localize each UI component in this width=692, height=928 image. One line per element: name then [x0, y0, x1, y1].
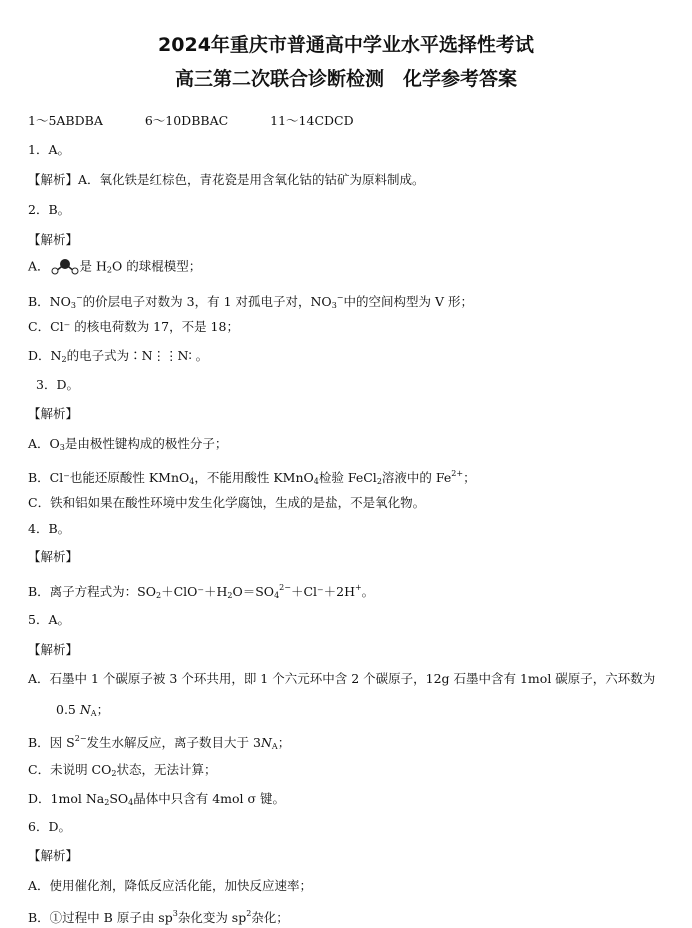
q6-option-b: B．①过程中 B 原子由 $sp^3$杂化变为 $sp^2$杂化； [28, 909, 289, 925]
q6-answer: 6．D。 [28, 819, 71, 834]
q4-option-b: B．离子方程式为：$SO_2+ClO^-+H_2O=SO_4^{2-}+Cl^-+2H^+$。 [28, 583, 375, 600]
q2-option-b: B．$NO_3^-$的价层电子对数为 3，有 1 对孤电子对，$NO_3^-$中的空间构型为 V 形； [28, 293, 473, 310]
answer-key [28, 113, 354, 129]
q2-answer: 2．B。 [28, 202, 71, 217]
q4-answer: 4．B。 [28, 521, 71, 536]
q3-explanation-label: 【解析】 [28, 406, 79, 421]
q3-option-b: B．Cl⁻也能还原酸性 KMnO$_4$，不能用酸性 KMnO$_4$检验 FeCl$_2$溶液中的 $Fe^{2+}$； [28, 469, 476, 486]
ball-stick-model-icon [50, 258, 80, 276]
q5-option-d: D．1mol $Na_2SO_4$晶体中只含有 4mol σ 键。 [28, 791, 286, 807]
q6-option-a: A．使用催化剂，降低反应活化能，加快反应速率； [28, 878, 313, 893]
q3-option-c: C．铁和铝如果在酸性环境中发生化学腐蚀，生成的是盐，不是氧化物。 [28, 495, 426, 510]
q5-option-b: B．因 $S^{2-}$发生水解反应，离子数目大于 $3N_A$； [28, 734, 291, 751]
q1-explanation: 【解析】A．氧化铁是红棕色，青花瓷是用含氧化钴的钴矿为原料制成。 [28, 172, 425, 187]
q5-option-c: C．未说明 $CO_2$状态，无法计算； [28, 762, 217, 778]
q5-option-a-line-1: A．石墨中 1 个碳原子被 3 个环共用，即 1 个六元环中含 2 个碳原子，12g 石墨中含有 1mol 碳原子，六环数为 [28, 671, 656, 686]
q1-answer: 1．A。 [28, 142, 70, 157]
answers-1-5: 1～5ABDBA [28, 113, 103, 128]
q6-explanation-label: 【解析】 [28, 848, 79, 863]
answers-11-14: 11～14CDCD [270, 113, 354, 128]
answers-6-10: 6～10DBBAC [144, 113, 229, 128]
q4-explanation-label: 【解析】 [28, 549, 79, 564]
q2-option-a: A． 是 $H_2O$ 的球棍模型； [28, 258, 202, 275]
q3-option-a: A．$O_3$是由极性键构成的极性分子； [28, 436, 228, 452]
q5-option-a-line-2: 0.5 $N_A$； [56, 702, 110, 718]
q5-explanation-label: 【解析】 [28, 642, 79, 657]
title-line-1: 2024年重庆市普通高中学业水平选择性考试 [158, 34, 534, 56]
q2-option-d: D．$N_2$的电子式为∶N⋮⋮N∶ 。 [28, 348, 209, 364]
q5-answer: 5．A。 [28, 612, 70, 627]
q2-explanation-label: 【解析】 [28, 232, 79, 247]
q3-answer: 3．D。 [36, 377, 79, 392]
title-line-2: 高三第二次联合诊断检测 化学参考答案 [174, 68, 517, 90]
q2-option-c: C．Cl⁻ 的核电荷数为 17，不是 18； [28, 319, 239, 334]
